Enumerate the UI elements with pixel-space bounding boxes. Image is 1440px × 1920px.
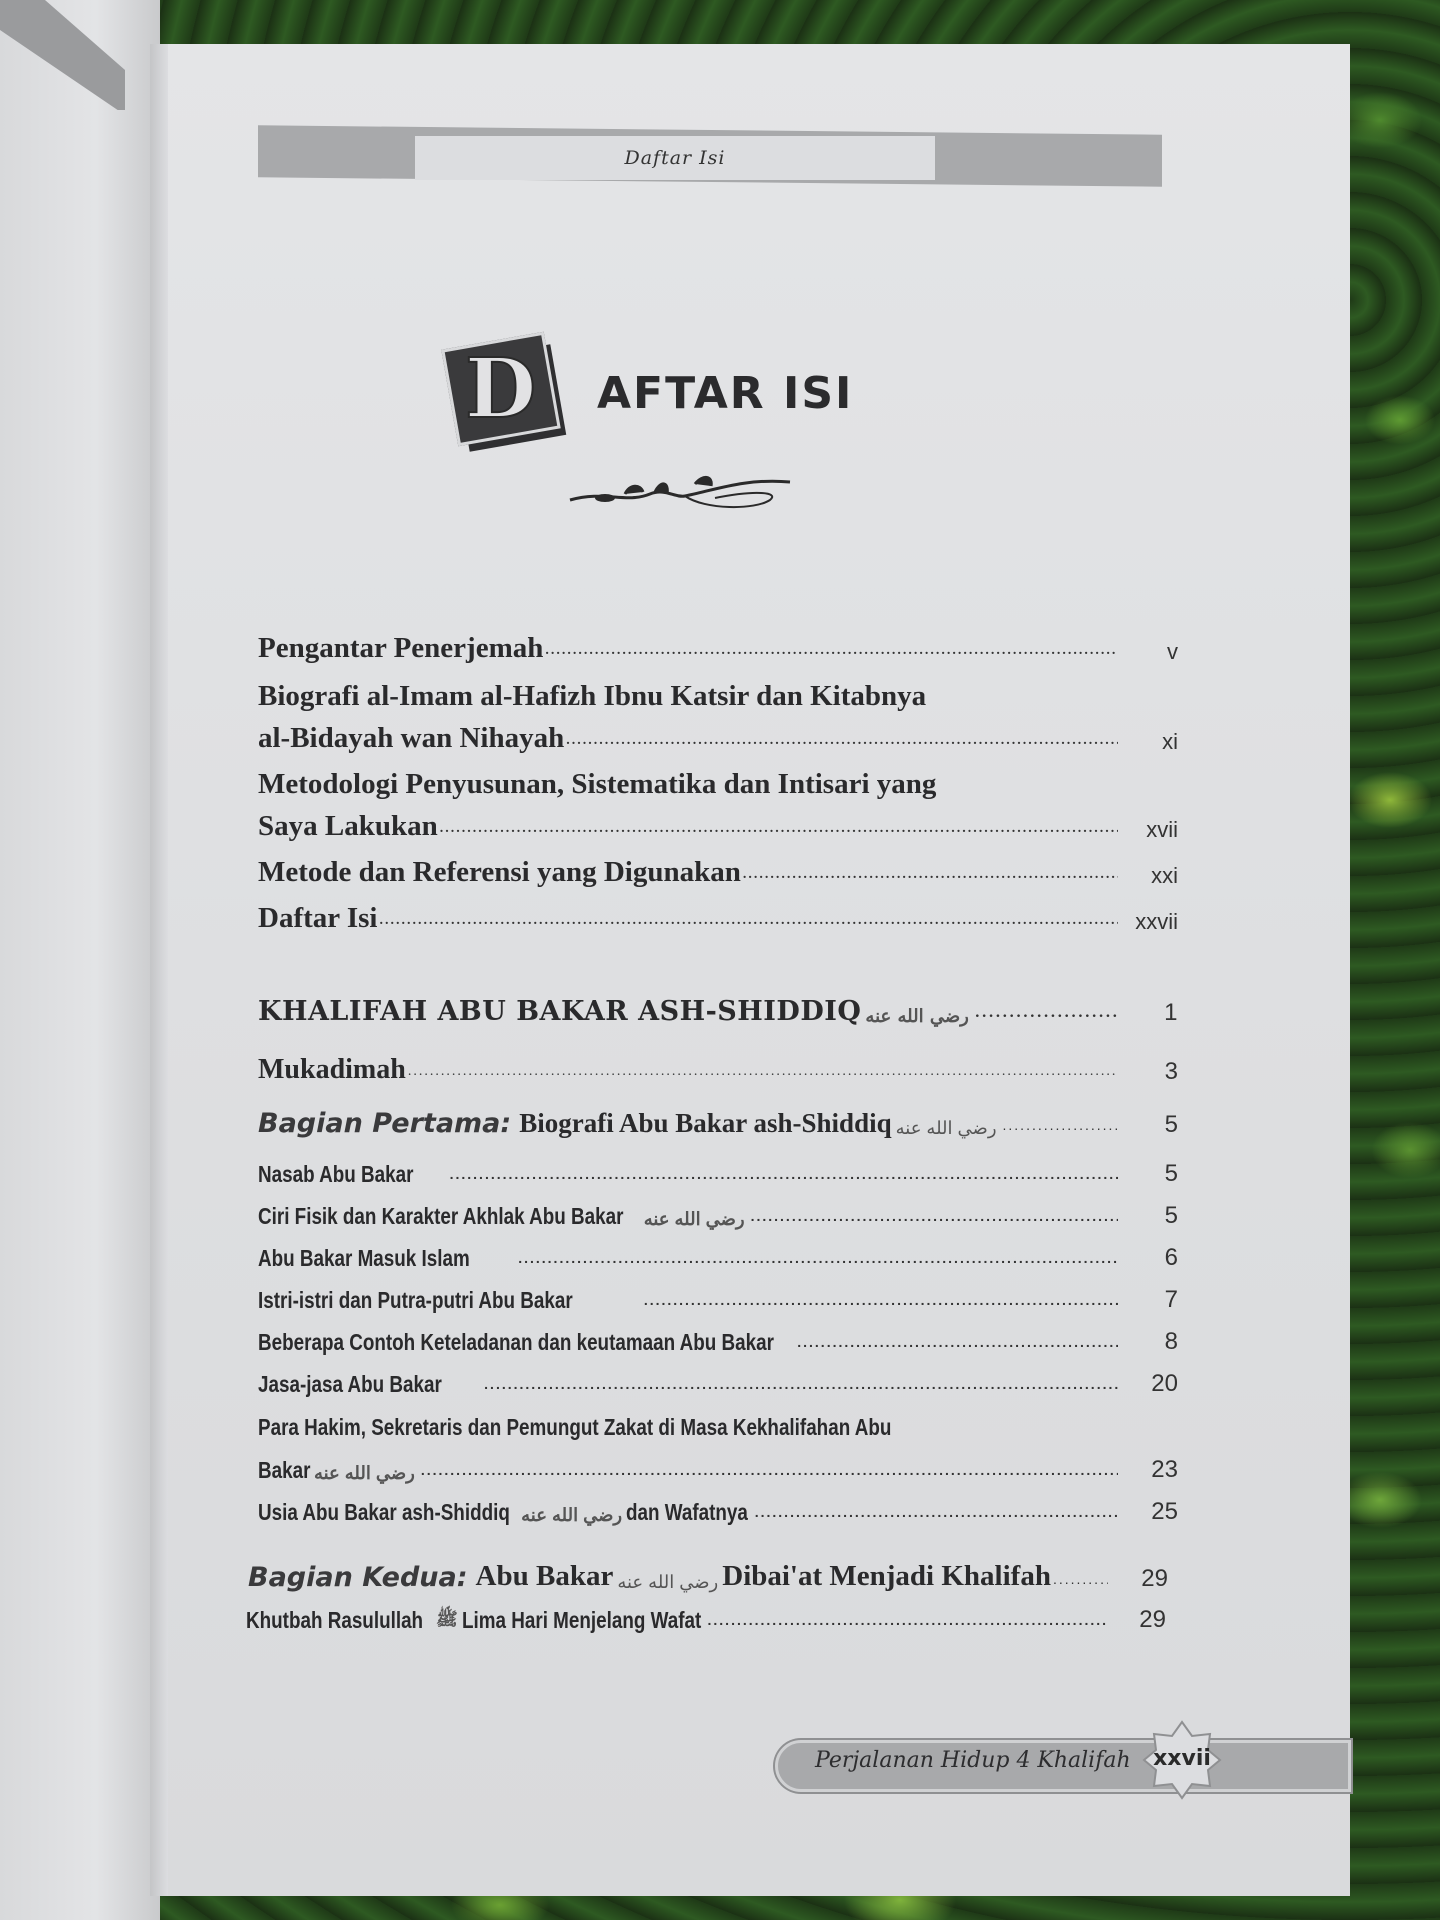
toc-part-heading[interactable] [258,996,1178,1027]
toc-entry-title: Pengantar Penerjemah [258,632,544,664]
toc-entry-title: Usia Abu Bakar ash-Shiddiq [258,1499,510,1525]
part-title: KHALIFAH ABU BAKAR ASH-SHIDDIQ [258,996,862,1027]
toc-entry-title: Abu Bakar Masuk Islam [258,1245,470,1271]
chapter-title-text: AFTAR ISI [597,367,854,419]
left-page-header-stripe [0,0,125,110]
toc-subentry[interactable] [246,1606,1166,1634]
leader-dots [440,821,1118,837]
toc-entry-page: 29 [1139,1606,1166,1633]
toc-subentry[interactable] [258,1498,1178,1526]
toc-entry-title: Bakar [258,1457,311,1483]
toc-entry-title: Para Hakim, Sekretaris dan Pemungut Zakat di Masa Kekhalifahan Abu [258,1414,892,1440]
toc-entry-page: 5 [1164,1160,1178,1187]
toc-entry-title: Jasa-jasa Abu Bakar [258,1371,442,1397]
chapter-title [445,338,853,448]
toc-entry-page: v [1167,639,1178,664]
leader-dots [545,643,1118,659]
honorific-calligraphy-icon: رضي الله عنه [865,1006,969,1027]
leader-dots [755,1504,1118,1520]
toc-entry-page: 23 [1151,1456,1178,1483]
page-number: xxvii [1153,1746,1211,1771]
honorific-calligraphy-icon: رضي الله عنه [521,1505,623,1525]
honorific-saw-icon: ﷺ [435,1609,458,1629]
section-title-suffix: Dibai'at Menjadi Khalifah [722,1560,1051,1592]
toc-subentry[interactable] [258,1370,1178,1398]
toc-entry-page: 5 [1164,1202,1178,1229]
toc-entry-title: Ciri Fisik dan Karakter Akhlak Abu Bakar [258,1203,624,1229]
toc-entry-title: Daftar Isi [258,902,378,934]
toc-entry-page: xxi [1151,863,1178,888]
toc-entry-line1[interactable] [258,768,1178,801]
toc-entry-page: 20 [1151,1370,1178,1397]
toc-section-heading[interactable] [258,1108,1178,1139]
leader-dots [975,1005,1118,1021]
leader-dots [797,1334,1118,1350]
leader-dots [379,913,1118,929]
toc-entry-page: 25 [1151,1498,1178,1525]
toc-entry[interactable] [258,902,1178,935]
toc-entry-page: xi [1162,729,1178,754]
section-label: Bagian Kedua: [248,1562,468,1593]
toc-entry-title: Khutbah Rasulullah [246,1607,424,1633]
section-title: Biografi Abu Bakar ash-Shiddiq [519,1108,892,1138]
page-gutter [150,44,168,1896]
toc-entry-title: al-Bidayah wan Nihayah [258,722,565,754]
leader-dots [566,733,1118,749]
toc-entry-line1[interactable] [258,680,1178,713]
toc-entry-title: Mukadimah [258,1054,406,1085]
left-page [0,0,160,1920]
leader-dots [751,1208,1118,1224]
running-footer-title: Perjalanan Hidup 4 Khalifah [815,1748,1131,1773]
toc-entry-title-suffix: Lima Hari Menjelang Wafat [461,1607,701,1633]
toc-entry-page: xxvii [1135,909,1178,934]
leader-dots [1053,1571,1108,1587]
toc-entry[interactable] [258,632,1178,665]
leader-dots [708,1612,1106,1628]
dropcap-box [441,332,560,447]
toc-subentry-line1[interactable] [258,1414,1178,1441]
dropcap [445,338,575,448]
leader-dots [518,1250,1118,1266]
leader-dots [484,1376,1118,1392]
toc-entry[interactable] [258,856,1178,889]
toc-subentry[interactable] [258,1456,1178,1484]
toc-subentry[interactable] [258,1328,1178,1356]
honorific-calligraphy-icon: رضي الله عنه [895,1118,997,1138]
toc-entry-title: Istri-istri dan Putra-putri Abu Bakar [258,1287,573,1313]
toc-entry-title: Metode dan Referensi yang Digunakan [258,856,741,888]
leader-dots [408,1064,1118,1080]
toc-entry-page: 29 [1141,1565,1168,1592]
toc-entry[interactable] [258,722,1178,755]
toc-entry-title: Biografi al-Imam al-Hafizh Ibnu Katsir dan Kitabnya [258,680,927,712]
flourish-ornament-icon [565,470,795,514]
section-label: Bagian Pertama: [258,1108,512,1139]
running-header [415,136,935,180]
toc-entry-page: 3 [1164,1058,1178,1085]
toc-entry-page: 8 [1164,1328,1178,1355]
honorific-calligraphy-icon: رضي الله عنه [643,1209,745,1229]
toc-entry-title: Metodologi Penyusunan, Sistematika dan Intisari yang [258,768,937,800]
toc-entry-title: Beberapa Contoh Keteladanan dan keutamaan Abu Bakar [258,1329,774,1355]
running-header-title: Daftar Isi [624,147,726,169]
toc-entry-page: 1 [1164,999,1178,1026]
toc-entry-title: Saya Lakukan [258,810,438,842]
toc-entry-page: 6 [1164,1244,1178,1271]
toc-entry[interactable] [258,810,1178,843]
toc-subentry[interactable] [258,1286,1178,1314]
leader-dots [743,867,1118,883]
dropcap-letter: D [465,341,537,438]
toc-entry-page: 5 [1164,1111,1178,1138]
toc-subentry[interactable] [258,1202,1178,1230]
toc-entry-title-suffix: dan Wafatnya [626,1499,748,1525]
toc-entry-title: Nasab Abu Bakar [258,1161,414,1187]
toc-subentry[interactable] [258,1244,1178,1272]
leader-dots [644,1292,1118,1308]
leader-dots [1003,1117,1118,1133]
toc-subentry[interactable] [258,1160,1178,1188]
toc-entry-page: xvii [1146,817,1178,842]
honorific-calligraphy-icon: رضي الله عنه [617,1572,719,1592]
toc-entry-page: 7 [1164,1286,1178,1313]
section-title: Abu Bakar [475,1560,614,1592]
toc-section-heading[interactable] [248,1560,1168,1593]
leader-dots [421,1462,1118,1478]
leader-dots [450,1166,1118,1182]
honorific-calligraphy-icon: رضي الله عنه [313,1463,415,1483]
toc-entry-mukadimah[interactable] [258,1054,1178,1086]
